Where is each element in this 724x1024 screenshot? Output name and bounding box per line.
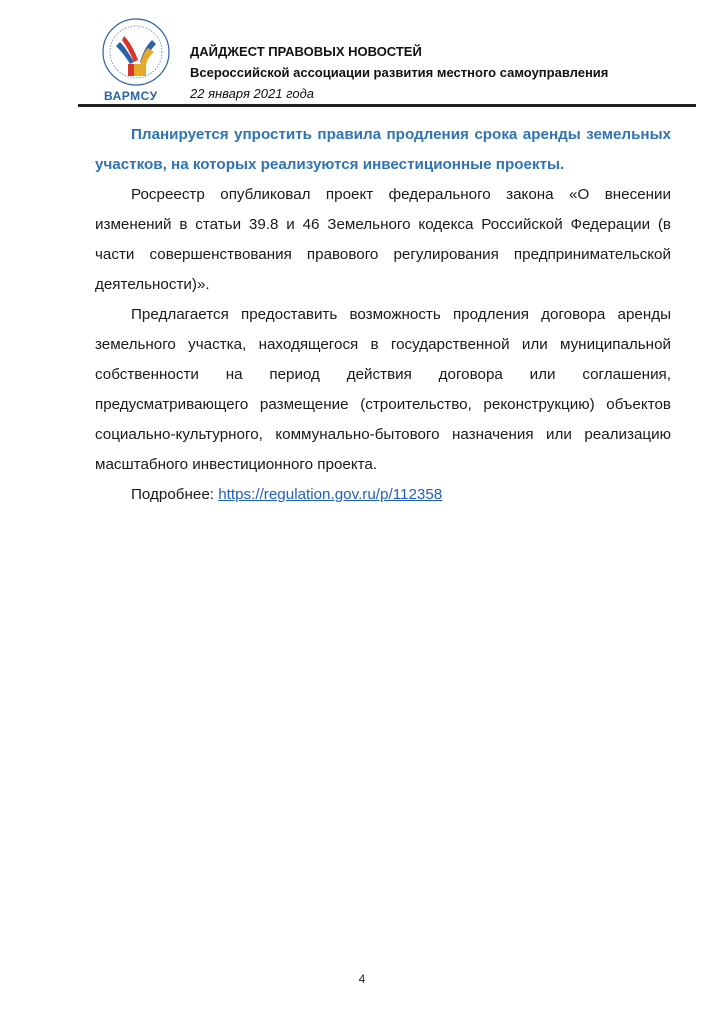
logo-emblem-icon (94, 14, 180, 90)
logo-label: ВАРМСУ (104, 89, 158, 103)
more-label: Подробнее: (131, 486, 214, 503)
article-paragraph-2: Предлагается предоставить возможность продления договора аренды земельного участка, находящегося в государственной или муниципальной собственности на период действия договора или соглашения, предусматривающего размещение (строительство, реконструкцию) объектов социально-культурного, коммунально-бытового назначения или реализацию масштабного инвестиционного проекта. (95, 306, 671, 473)
document-header (94, 14, 694, 109)
article-body (95, 120, 671, 510)
article-paragraph-1: Росреестр опубликовал проект федерального закона «О внесении изменений в статьи 39.8 и 46 Земельного кодекса Российской Федерации (в части совершенствования правового регулирования предпринимательской деятельности)». (95, 186, 671, 293)
header-divider (78, 104, 696, 107)
digest-date: 22 января 2021 года (190, 86, 314, 101)
header-text-block (190, 41, 710, 104)
page-number: 4 (358, 972, 366, 986)
varmsu-logo (94, 14, 180, 106)
digest-title: ДАЙДЖЕСТ ПРАВОВЫХ НОВОСТЕЙ (190, 44, 422, 59)
logo-red-base (128, 64, 134, 76)
source-link[interactable]: https://regulation.gov.ru/p/112358 (218, 486, 443, 503)
article-more (95, 480, 671, 510)
association-name: Всероссийской ассоциации развития местного самоуправления (190, 65, 609, 80)
article-headline: Планируется упростить правила продления срока аренды земельных участков, на которых реализуются инвестиционные проекты. (95, 126, 671, 173)
